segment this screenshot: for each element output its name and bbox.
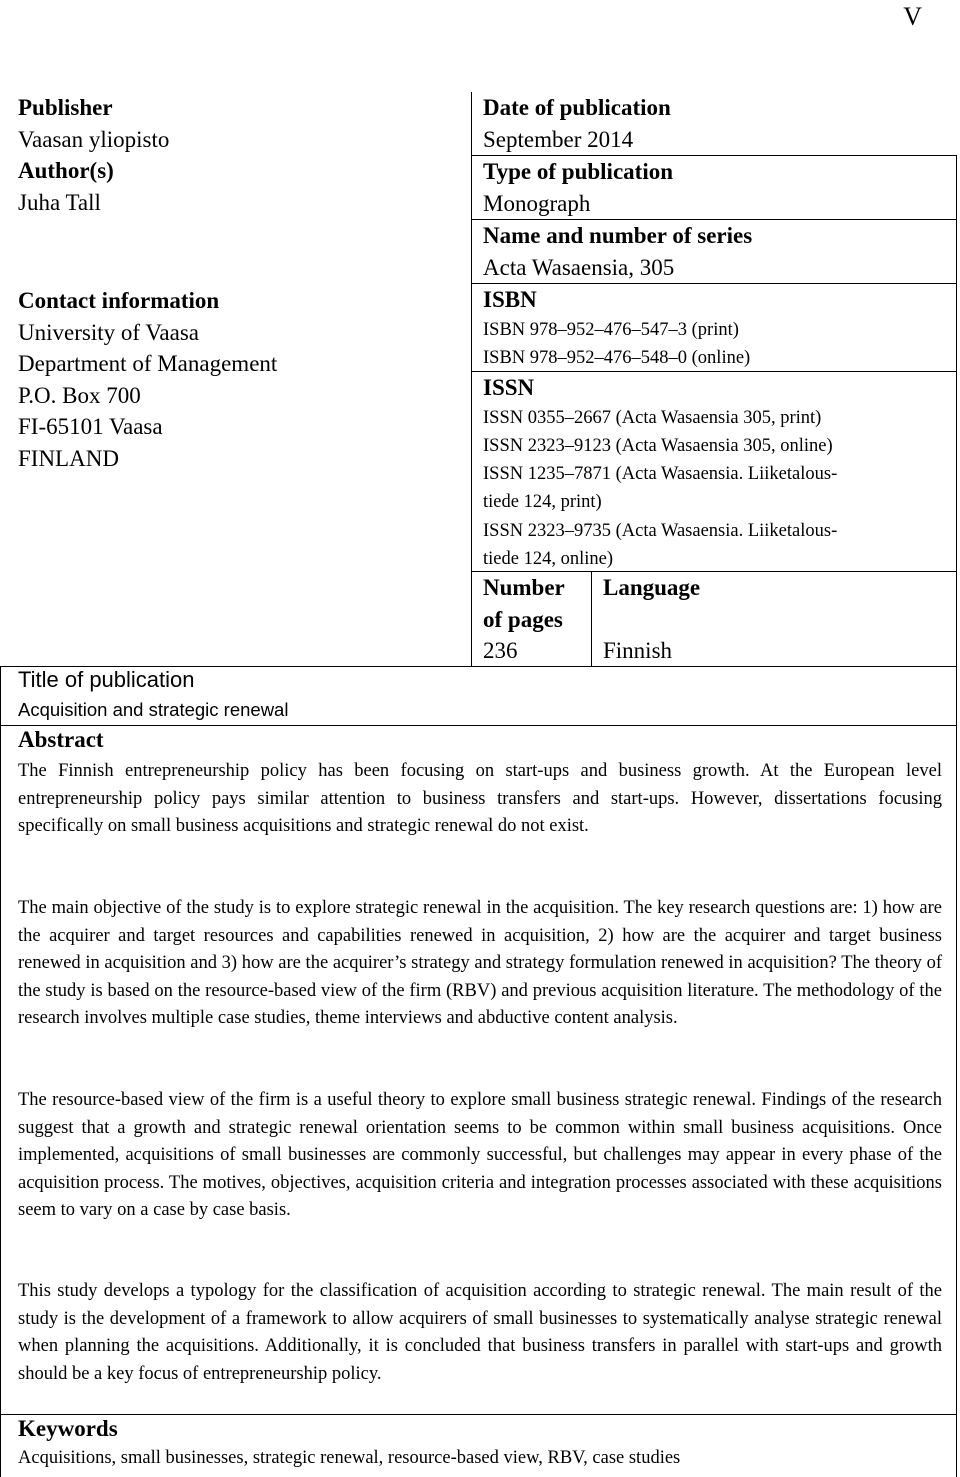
type-value: Monograph [483,190,591,216]
abstract-paragraph: The main objective of the study is to explore strategic renewal in the acquisition. The key research questions are: 1) how are the acquirer and target resources and capabilities renewed in acquisition, 2) how are the acquirer and target business renewed in acquisition and 3) how are the acquirer’s strategy and strategy formulation renewed in acquisition? The theory of the study is based on the resource-based view of the firm (RBV) and previous acquisition literature. The methodology of the research involves multiple case studies, theme interviews and abductive content analysis. [18,898,942,1028]
issn-line: ISSN 2323–9123 (Acta Wasaensia 305, online) [483,435,833,456]
isbn-label: ISBN [483,287,537,312]
isbn-line: ISBN 978–952–476–547–3 (print) [483,319,739,340]
right-border [956,155,957,666]
contact-line: FINLAND [18,445,119,471]
type-box [471,155,957,219]
contact-line: P.O. Box 700 [18,382,141,408]
page-right-border [956,666,957,1477]
contact-line: FI-65101 Vaasa [18,414,163,439]
page-number: V [903,2,922,31]
date-box [471,92,957,155]
language-label: Language [603,575,701,600]
contact-label: Contact information [18,288,220,313]
isbn-line: ISBN 978–952–476–548–0 (online) [483,347,751,368]
date-top-rule [471,155,957,156]
left-column [18,92,473,218]
date-value: September 2014 [483,126,634,152]
keywords-label: Keywords [18,1416,118,1441]
isbn-box [471,283,957,371]
language-box [591,571,957,666]
issn-label: ISSN [483,375,535,400]
contact-line: Department of Management [18,351,278,376]
series-value: Acta Wasaensia, 305 [483,254,675,280]
pages-value: 236 [483,638,518,663]
author-label: Author(s) [18,158,114,183]
abstract-paragraph: This study develops a typology for the classification of acquisition according to strategic renewal. The main result of the study is the development of a framework to allow acquirers of small businesses to systematically analyse strategic renewal when planning the acquisitions. Additionally, it is concluded that business transfers in parallel with start-ups and growth should be a key focus of entrepreneurship policy. [18,1281,942,1384]
title-value: Acquisition and strategic renewal [18,699,289,720]
pages-label-2: of pages [483,606,563,632]
page-left-border [0,666,1,1477]
type-label: Type of publication [483,159,673,184]
pages-box [471,571,591,666]
author-value: Juha Tall [18,189,101,215]
abstract-paragraph: The Finnish entrepreneurship policy has been focusing on start-ups and business growth. At the European level entrepreneurship policy pays similar attention to business transfers and start-ups. However, dissertations focusing specifically on small business acquisitions and strategic renewal do not exist. [18,761,942,836]
contact-block [18,285,473,474]
issn-line: ISSN 1235–7871 (Acta Wasaensia. Liiketalous- [483,464,838,485]
contact-line: University of Vaasa [18,319,199,345]
issn-line: ISSN 0355–2667 (Acta Wasaensia 305, print) [483,407,822,428]
issn-line: tiede 124, print) [483,492,602,513]
issn-line: tiede 124, online) [483,548,613,569]
language-value: Finnish [603,638,673,663]
series-label: Name and number of series [483,223,753,248]
keywords-top-rule [0,1414,957,1415]
pages-label-1: Number [483,575,565,600]
date-label: Date of publication [483,95,671,120]
title-label: Title of publication [18,667,195,692]
publisher-value: Vaasan yliopisto [18,126,170,152]
issn-box [471,371,957,571]
abstract-label: Abstract [18,727,104,752]
abstract-top-rule [0,725,957,726]
publisher-label: Publisher [18,95,113,120]
keywords-value: Acquisitions, small businesses, strategic renewal, resource-based view, RBV, case studies [18,1448,681,1468]
abstract-paragraph: The resource-based view of the firm is a useful theory to explore small business strategic renewal. Findings of the research suggest that a growth and strategic renewal orientation seems to be common within small business acquisitions. Once implemented, acquisitions of small businesses are commonly successful, but challenges may appear in every phase of the acquisition process. The motives, objectives, acquisition criteria and integration processes associated with these acquisitions seem to vary on a case by case basis. [18,1090,942,1220]
issn-line: ISSN 2323–9735 (Acta Wasaensia. Liiketalous- [483,520,838,541]
series-box [471,219,957,283]
